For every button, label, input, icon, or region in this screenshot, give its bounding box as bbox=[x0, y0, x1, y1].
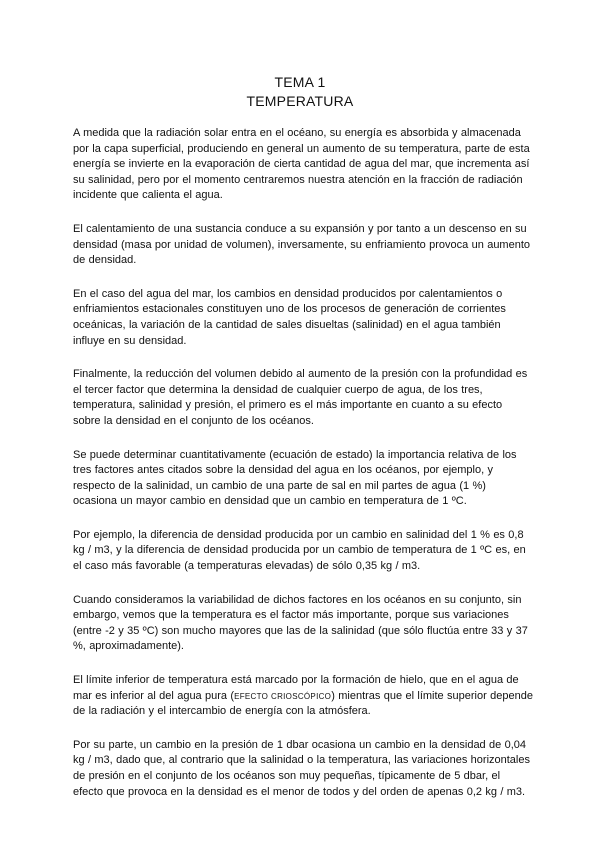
paragraph-8-small-caps: EFECTO CRIOSCÓPICO bbox=[234, 691, 332, 701]
paragraph-8 bbox=[73, 673, 533, 720]
title-block bbox=[0, 73, 600, 111]
paragraph-2: El calentamiento de una sustancia conduce a su expansión y por tanto a un descenso en su densidad (masa por unidad de volumen), inversamente, su enfriamiento provoca un aumento de densidad. bbox=[73, 222, 531, 267]
paragraph-3: En el caso del agua del mar, los cambios en densidad producidos por calentamientos o enfriamientos estacionales constituyen uno de los procesos de generación de corrientes oceánicas, la variación de la cantidad de sales disueltas (salinidad) en el agua también influye en su densidad. bbox=[73, 287, 506, 347]
paragraph-7: Cuando consideramos la variabilidad de dichos factores en los océanos en su conjunto, sin embargo, vemos que la temperatura es el factor más importante, porque sus variaciones (entre -2 y 35 ºC) son mucho mayores que las de la salinidad (que sólo fluctúa entre 33 y 37 %, aproximadamente). bbox=[73, 593, 528, 653]
paragraph-8-before: El límite inferior de temperatura está marcado por la formación de hielo, que en el agua de mar es inferior al del agua pura ( bbox=[73, 674, 519, 702]
paragraph-8-after: ) mientras que el límite superior depende de la radiación y el intercambio de energía con la atmósfera. bbox=[73, 689, 533, 718]
paragraph-6: Por ejemplo, la diferencia de densidad producida por un cambio en salinidad del 1 % es 0,8 kg / m3, y la diferencia de densidad producida por un cambio de temperatura de 1 ºC es, en el caso más favorable (a temperaturas elevadas) de sólo 0,35 kg / m3. bbox=[73, 528, 526, 573]
paragraph-1: A medida que la radiación solar entra en el océano, su energía es absorbida y almacenada por la capa superficial, produciendo en general un aumento de su temperatura, parte de esta energía se invierte en la evaporación de cierta cantidad de agua del mar, que incrementa así su salinidad, pero por el momento centraremos nuestra atención en la fracción de radiación incidente que calienta el agua. bbox=[73, 127, 530, 202]
page-subtitle: TEMPERATURA bbox=[246, 93, 354, 109]
page-title: TEMA 1 bbox=[274, 74, 326, 90]
paragraph-4: Finalmente, la reducción del volumen debido al aumento de la presión con la profundidad es el tercer factor que determina la densidad de cualquier cuerpo de agua, de los tres, temperatura, salinidad y presión, el primero es el más importante en cuanto a su efecto sobre la densidad en el conjunto de los océanos. bbox=[73, 368, 528, 427]
paragraph-9: Por su parte, un cambio en la presión de 1 dbar ocasiona un cambio en la densidad de 0,04 kg / m3, dado que, al contrario que la salinidad o la temperatura, las variaciones horizontales de presión en el conjunto de los océanos son muy pequeñas, típicamente de 5 dbar, el efecto que provoca en la densidad es el menor de todos y del orden de apenas 0,2 kg / m3. bbox=[73, 738, 530, 798]
paragraph-5: Se puede determinar cuantitativamente (ecuación de estado) la importancia relativa de los tres factores antes citados sobre la densidad del agua en los océanos, por ejemplo, y respecto de la salinidad, un cambio de una parte de sal en mil partes de agua (1 %) ocasiona un mayor cambio en densidad que un cambio en temperatura de 1 ºC. bbox=[73, 448, 517, 508]
body-text bbox=[73, 126, 533, 818]
